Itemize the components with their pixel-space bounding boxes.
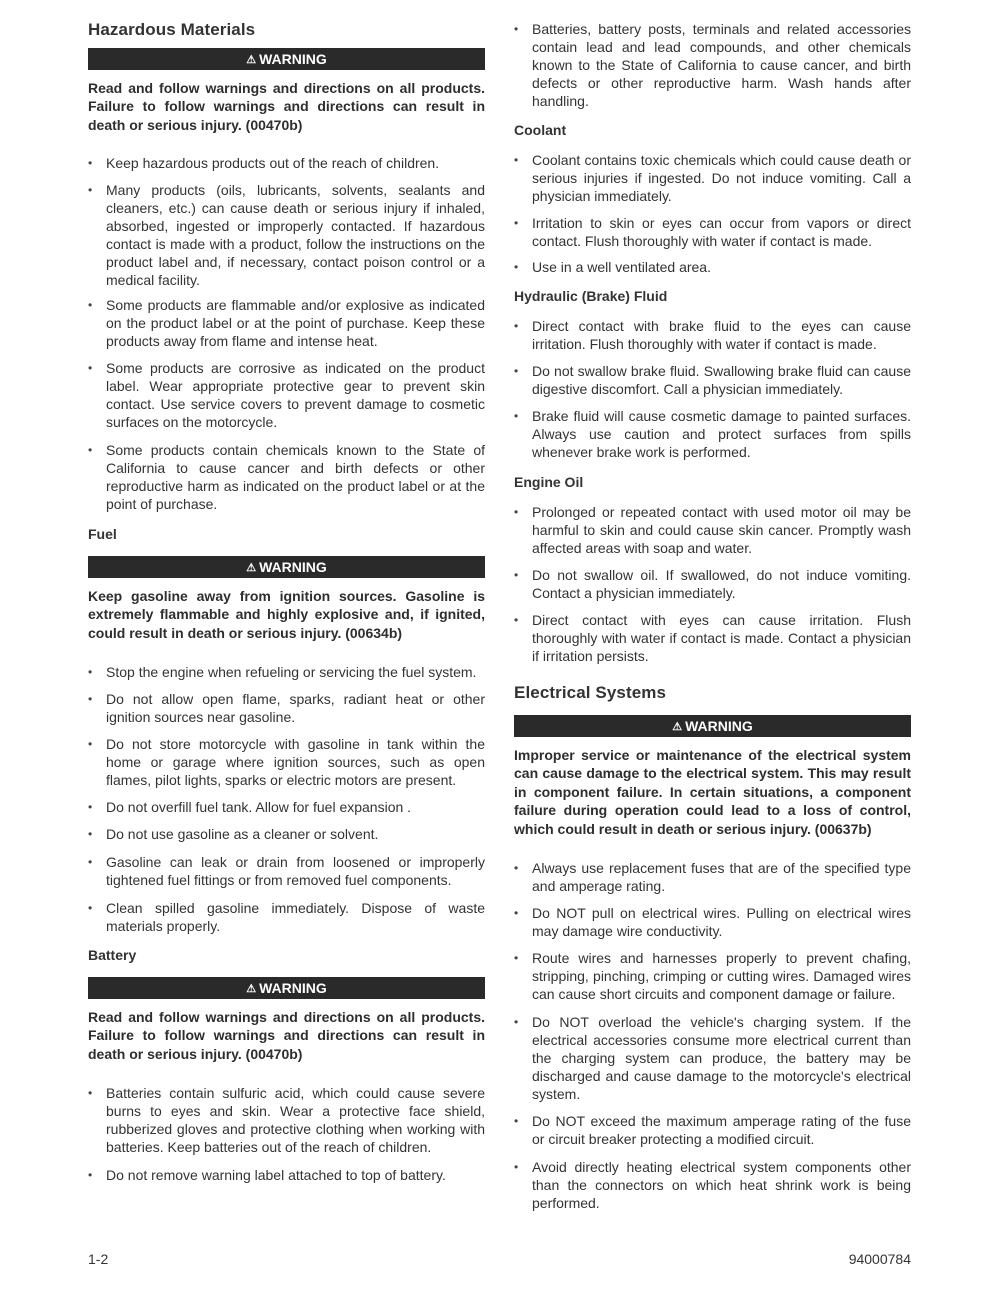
fuel-heading: Fuel <box>88 526 117 542</box>
warning-label: WARNING <box>685 718 753 734</box>
bullet-icon: • <box>514 568 519 582</box>
bullet-icon: • <box>88 827 93 841</box>
bullet-icon: • <box>88 361 93 375</box>
list-item: • Direct contact with eyes can cause irritation. Flush thoroughly with water if contact is made. Contact a physician if irritation persists. <box>514 612 911 664</box>
bullet-icon: • <box>514 260 519 274</box>
electrical-systems-heading: Electrical Systems <box>514 683 667 702</box>
list-item: • Route wires and harnesses properly to prevent chafing, stripping, pinching, crimping or cutting wires. Damaged wires can cause short circuits and component damage or failure. <box>514 950 911 1002</box>
list-item: • Do not use gasoline as a cleaner or solvent. <box>88 826 379 842</box>
list-item: • Keep hazardous products out of the reach of children. <box>88 155 440 171</box>
brake-fluid-heading: Hydraulic (Brake) Fluid <box>514 288 668 304</box>
bullet-icon: • <box>514 1114 519 1128</box>
warning-banner-fuel <box>88 556 485 578</box>
bullet-icon: • <box>88 183 93 197</box>
bullet-icon: • <box>88 800 93 814</box>
bullet-icon: • <box>514 319 519 333</box>
battery-heading: Battery <box>88 947 137 963</box>
list-item: • Do not remove warning label attached to top of battery. <box>88 1167 446 1183</box>
list-item: • Do not swallow oil. If swallowed, do not induce vomiting. Contact a physician immediately. <box>514 567 911 601</box>
list-item: • Do not overfill fuel tank. Allow for fuel expansion . <box>88 799 412 815</box>
bullet-icon: • <box>514 613 519 627</box>
electrical-warning-text: Improper service or maintenance of the electrical system can cause damage to the electrical system. This may result in component failure. In certain situations, a component failure during operation could lead to a loss of control, which could result in death or serious injury. (00637b) <box>514 747 911 837</box>
list-item: • Many products (oils, lubricants, solvents, sealants and cleaners, etc.) can cause death or serious injury if inhaled, absorbed, ingested or improperly contacted. If hazardous contact is made with a product, follow the instructions on the product label and, if necessary, contact poison control or a medical facility. <box>88 182 485 288</box>
list-item: • Brake fluid will cause cosmetic damage to painted surfaces. Always use caution and protect surfaces from spills whenever brake work is performed. <box>514 408 911 460</box>
warning-banner-hazardous <box>88 48 485 70</box>
list-item: • Do not swallow brake fluid. Swallowing brake fluid can cause digestive discomfort. Call a physician immediately. <box>514 363 911 397</box>
engine-oil-heading: Engine Oil <box>514 474 584 490</box>
warning-triangle-icon: ⚠ <box>246 983 257 995</box>
list-item: • Direct contact with brake fluid to the eyes can cause irritation. Flush thoroughly with water if contact is made. <box>514 318 911 352</box>
bullet-icon: • <box>88 156 93 170</box>
bullet-icon: • <box>88 665 93 679</box>
warning-triangle-icon: ⚠ <box>246 562 257 574</box>
warning-label: WARNING <box>259 559 327 575</box>
bullet-icon: • <box>514 216 519 230</box>
list-item: • Some products are corrosive as indicated on the product label. Wear appropriate protective gear to prevent skin contact. Use service covers to prevent damage to cosmetic surfaces on the motorcycle. <box>88 360 485 430</box>
bullet-icon: • <box>514 1160 519 1174</box>
list-item: • Batteries contain sulfuric acid, which could cause severe burns to eyes and skin. Wear a protective face shield, rubberized gloves and protective clothing when working with batteries. Keep batteries out of the reach of children. <box>88 1085 485 1155</box>
bullet-icon: • <box>88 1086 93 1100</box>
bullet-icon: • <box>514 505 519 519</box>
page-number: 1-2 <box>88 1251 109 1267</box>
bullet-icon: • <box>88 443 93 457</box>
list-item: • Use in a well ventilated area. <box>514 259 711 275</box>
bullet-icon: • <box>88 855 93 869</box>
warning-banner-battery <box>88 977 485 999</box>
bullet-icon: • <box>514 22 519 36</box>
warning-label: WARNING <box>259 980 327 996</box>
list-item: • Prolonged or repeated contact with used motor oil may be harmful to skin and could cause skin cancer. Promptly wash affected areas with soap and water. <box>514 504 911 556</box>
bullet-icon: • <box>88 901 93 915</box>
list-item: • Do NOT exceed the maximum amperage rating of the fuse or circuit breaker protecting a modified circuit. <box>514 1113 911 1147</box>
document-number: 94000784 <box>848 1251 911 1267</box>
warning-triangle-icon: ⚠ <box>246 54 257 66</box>
list-item: • Some products are flammable and/or explosive as indicated on the product label or at the point of purchase. Keep these products away from flame and intense heat. <box>88 297 485 349</box>
hazardous-materials-heading: Hazardous Materials <box>88 20 256 39</box>
bullet-icon: • <box>514 906 519 920</box>
list-item: • Do NOT pull on electrical wires. Pulling on electrical wires may damage wire conductivity. <box>514 905 911 939</box>
bullet-icon: • <box>514 409 519 423</box>
bullet-icon: • <box>514 364 519 378</box>
coolant-heading: Coolant <box>514 122 567 138</box>
warning-banner-electrical <box>514 715 911 737</box>
list-item: • Do NOT overload the vehicle's charging system. If the electrical accessories consume more electrical current than the charging system can produce, the battery may be discharged and cause damage to the motorcycle's electrical system. <box>514 1014 911 1102</box>
bullet-icon: • <box>88 737 93 751</box>
battery-warning-text: Read and follow warnings and directions on all products. Failure to follow warnings and directions can result in death or serious injury. (00470b) <box>88 1009 485 1062</box>
bullet-icon: • <box>514 153 519 167</box>
fuel-warning-text: Keep gasoline away from ignition sources. Gasoline is extremely flammable and highly explosive and, if ignited, could result in death or serious injury. (00634b) <box>88 588 485 641</box>
list-item: • Always use replacement fuses that are of the specified type and amperage rating. <box>514 860 911 894</box>
list-item: • Avoid directly heating electrical system components other than the connectors on which heat shrink work is being performed. <box>514 1159 911 1211</box>
list-item: • Coolant contains toxic chemicals which could cause death or serious injuries if ingested. Do not induce vomiting. Call a physician immediately. <box>514 152 911 204</box>
list-item: • Irritation to skin or eyes can occur from vapors or direct contact. Flush thoroughly with water if contact is made. <box>514 215 911 249</box>
list-item: • Batteries, battery posts, terminals and related accessories contain lead and lead compounds, and other chemicals known to the State of California to cause cancer, and birth defects or other reproductive harm. Wash hands after handling. <box>514 21 911 109</box>
bullet-icon: • <box>88 1168 93 1182</box>
bullet-icon: • <box>88 692 93 706</box>
list-item: • Some products contain chemicals known to the State of California to cause cancer and birth defects or other reproductive harm as indicated on the product label or at the point of purchase. <box>88 442 485 512</box>
warning-triangle-icon: ⚠ <box>672 721 683 733</box>
list-item: • Clean spilled gasoline immediately. Dispose of waste materials properly. <box>88 900 485 934</box>
list-item: • Do not allow open flame, sparks, radiant heat or other ignition sources near gasoline. <box>88 691 485 725</box>
bullet-icon: • <box>88 298 93 312</box>
list-item: • Do not store motorcycle with gasoline in tank within the home or garage where ignition sources, such as open flames, pilot lights, sparks or electric motors are present. <box>88 736 485 788</box>
bullet-icon: • <box>514 1015 519 1029</box>
warning-label: WARNING <box>259 51 327 67</box>
list-item: • Gasoline can leak or drain from loosened or improperly tightened fuel fittings or from removed fuel components. <box>88 854 485 888</box>
bullet-icon: • <box>514 951 519 965</box>
bullet-icon: • <box>514 861 519 875</box>
hazardous-warning-text: Read and follow warnings and directions on all products. Failure to follow warnings and directions can result in death or serious injury. (00470b) <box>88 80 485 133</box>
list-item: • Stop the engine when refueling or servicing the fuel system. <box>88 664 477 680</box>
